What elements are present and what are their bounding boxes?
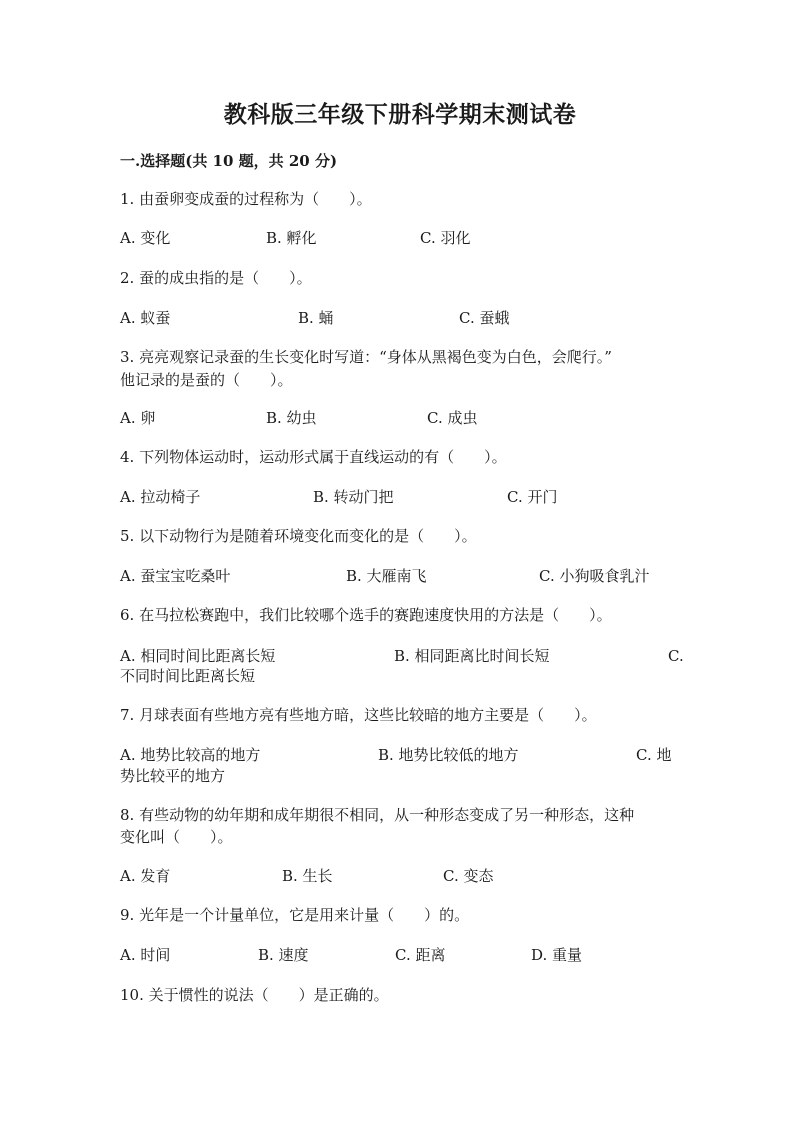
question-8-stem-line1: 8. 有些动物的幼年期和成年期很不相同，从一种形态变成了另一种形态，这种 (120, 806, 635, 824)
section-heading: 一.选择题(共 10 题，共 20 分) (120, 152, 338, 170)
question-6-option-c-text[interactable]: 不同时间比距离长短 (120, 667, 256, 685)
question-5-option-b[interactable]: B. 大雁南飞 (346, 567, 427, 585)
question-1-option-a[interactable]: A. 变化 (120, 229, 171, 247)
question-4-stem: 4. 下列物体运动时，运动形式属于直线运动的有（ ）。 (120, 448, 507, 466)
question-6-option-b[interactable]: B. 相同距离比时间长短 (394, 647, 550, 665)
question-7-option-b[interactable]: B. 地势比较低的地方 (378, 746, 519, 764)
question-9-option-c[interactable]: C. 距离 (395, 946, 446, 964)
question-10-stem: 10. 关于惯性的说法（ ）是正确的。 (120, 986, 389, 1004)
question-2-option-c[interactable]: C. 蚕蛾 (459, 309, 510, 327)
question-5-option-c[interactable]: C. 小狗吸食乳汁 (539, 567, 650, 585)
question-5-stem: 5. 以下动物行为是随着环境变化而变化的是（ ）。 (120, 527, 477, 545)
question-3-option-a[interactable]: A. 卵 (120, 409, 156, 427)
question-1-stem: 1. 由蚕卵变成蚕的过程称为（ ）。 (120, 190, 372, 208)
question-7-option-c-label[interactable]: C. 地 (636, 746, 672, 764)
question-2-option-a[interactable]: A. 蚁蚕 (120, 309, 171, 327)
question-4-option-b[interactable]: B. 转动门把 (313, 488, 394, 506)
question-3-option-c[interactable]: C. 成虫 (427, 409, 478, 427)
question-8-option-a[interactable]: A. 发育 (120, 867, 171, 885)
question-1-option-b[interactable]: B. 孵化 (266, 229, 317, 247)
question-1-option-c[interactable]: C. 羽化 (420, 229, 471, 247)
question-6-option-a[interactable]: A. 相同时间比距离长短 (120, 647, 276, 665)
question-2-option-b[interactable]: B. 蛹 (298, 309, 334, 327)
question-8-stem-line2: 变化叫（ ）。 (120, 828, 233, 846)
page-title: 教科版三年级下册科学期末测试卷 (223, 101, 577, 128)
question-9-stem: 9. 光年是一个计量单位，它是用来计量（ ）的。 (120, 906, 470, 924)
question-8-option-c[interactable]: C. 变态 (443, 867, 494, 885)
question-8-option-b[interactable]: B. 生长 (282, 867, 333, 885)
question-7-option-a[interactable]: A. 地势比较高的地方 (120, 746, 261, 764)
question-6-stem: 6. 在马拉松赛跑中，我们比较哪个选手的赛跑速度快用的方法是（ ）。 (120, 606, 612, 624)
question-4-option-c[interactable]: C. 开门 (507, 488, 558, 506)
question-9-option-d[interactable]: D. 重量 (531, 946, 583, 964)
question-4-option-a[interactable]: A. 拉动椅子 (120, 488, 201, 506)
question-5-option-a[interactable]: A. 蚕宝宝吃桑叶 (120, 567, 231, 585)
question-7-stem: 7. 月球表面有些地方亮有些地方暗，这些比较暗的地方主要是（ ）。 (120, 706, 597, 724)
question-3-option-b[interactable]: B. 幼虫 (266, 409, 317, 427)
question-3-stem-line2: 他记录的是蚕的（ ）。 (120, 371, 293, 389)
question-9-option-b[interactable]: B. 速度 (258, 946, 309, 964)
question-3-stem-line1: 3. 亮亮观察记录蚕的生长变化时写道：“身体从黑褐色变为白色，会爬行。” (120, 348, 612, 366)
question-7-option-c-text[interactable]: 势比较平的地方 (120, 767, 226, 785)
question-9-option-a[interactable]: A. 时间 (120, 946, 171, 964)
question-6-option-c-label[interactable]: C. (668, 647, 684, 665)
question-2-stem: 2. 蚕的成虫指的是（ ）。 (120, 269, 312, 287)
